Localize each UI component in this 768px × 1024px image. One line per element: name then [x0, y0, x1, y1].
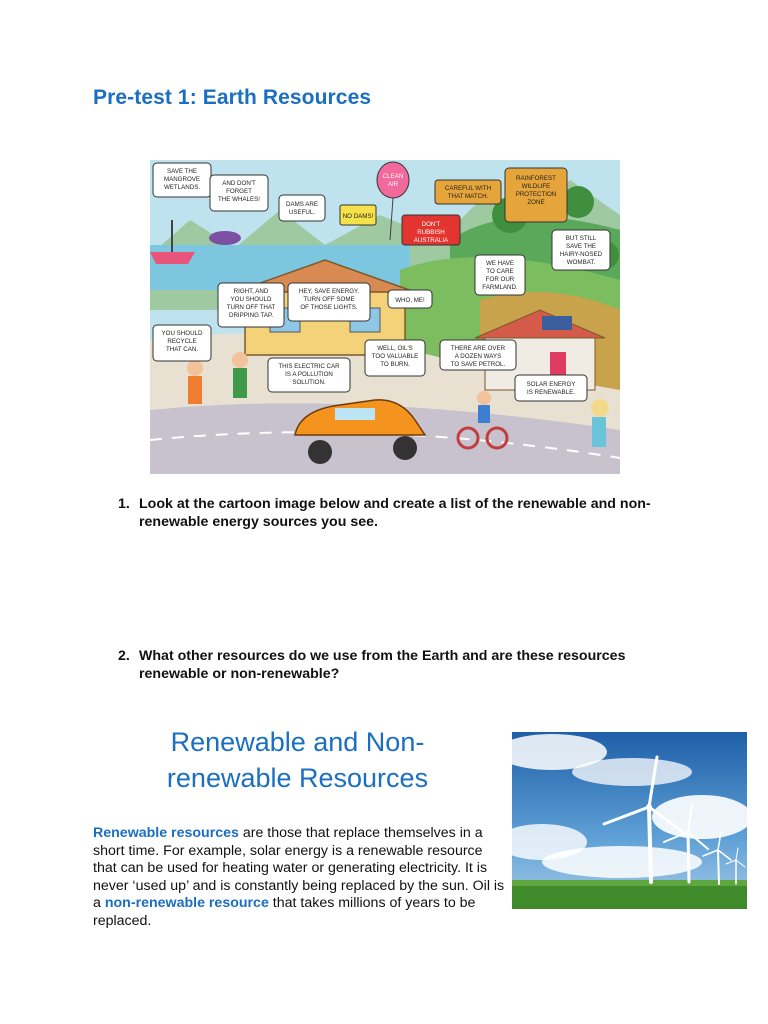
svg-text:RECYCLE: RECYCLE: [167, 338, 197, 345]
svg-text:FORGET: FORGET: [226, 188, 252, 195]
svg-text:WETLANDS.: WETLANDS.: [163, 184, 201, 191]
svg-text:NO DAMS!: NO DAMS!: [342, 213, 374, 220]
svg-text:WE HAVE: WE HAVE: [485, 260, 515, 267]
svg-text:MANGROVE: MANGROVE: [163, 176, 201, 183]
svg-text:WILDLIFE: WILDLIFE: [521, 183, 551, 190]
body-paragraph: [93, 825, 505, 931]
svg-text:RIGHT, AND: RIGHT, AND: [233, 288, 269, 295]
term-non-renewable-resource: non-renewable resource: [104, 895, 269, 912]
paragraph-text-1: are those that replace themselves in a short time. For example, solar energy is a renewable resource that can be used for heating water or generating electricity. It is never ‘used up’ and is constantly being replaced by the sun. Oil is a: [93, 825, 505, 912]
svg-text:YOU SHOULD: YOU SHOULD: [230, 296, 272, 303]
svg-text:THAT CAN.: THAT CAN.: [165, 346, 199, 353]
svg-text:TO SAVE PETROL.: TO SAVE PETROL.: [450, 361, 506, 368]
svg-text:A DOZEN WAYS: A DOZEN WAYS: [454, 353, 502, 360]
svg-text:DRIPPING TAP.: DRIPPING TAP.: [228, 312, 274, 319]
svg-text:ZONE: ZONE: [527, 199, 545, 206]
svg-text:TO BURN.: TO BURN.: [380, 361, 410, 368]
wind-turbine-photo: [512, 732, 747, 909]
svg-text:WELL, OIL'S: WELL, OIL'S: [377, 345, 413, 352]
svg-text:SOLAR ENERGY: SOLAR ENERGY: [526, 381, 576, 388]
svg-text:RUBBISH: RUBBISH: [417, 229, 445, 236]
svg-text:IS RENEWABLE.: IS RENEWABLE.: [527, 389, 575, 396]
question-1-text: Look at the cartoon image below and create a list of the renewable and non-renewable energy sources you see.: [139, 496, 651, 530]
svg-text:DAMS ARE: DAMS ARE: [286, 201, 318, 208]
svg-text:USEFUL.: USEFUL.: [288, 209, 316, 216]
svg-text:IS A POLLUTION: IS A POLLUTION: [285, 371, 333, 378]
svg-text:RAINFOREST: RAINFOREST: [516, 175, 556, 182]
svg-text:SAVE THE: SAVE THE: [166, 168, 198, 175]
svg-text:BUT STILL: BUT STILL: [565, 235, 597, 242]
svg-text:FARMLAND.: FARMLAND.: [482, 284, 518, 291]
svg-text:WOMBAT.: WOMBAT.: [566, 259, 596, 266]
svg-text:AUSTRALIA: AUSTRALIA: [413, 237, 449, 244]
svg-text:THE WHALES!: THE WHALES!: [218, 196, 260, 203]
section-heading: Renewable and Non-renewable Resources: [166, 727, 429, 793]
svg-text:TO CARE: TO CARE: [486, 268, 514, 275]
cartoon-illustration: [150, 160, 620, 474]
question-1: [118, 495, 678, 531]
svg-text:WHO, ME!: WHO, ME!: [395, 297, 425, 304]
question-2-number: 2.: [118, 648, 130, 664]
svg-text:CAREFUL WITH: CAREFUL WITH: [444, 185, 492, 192]
svg-text:PROTECTION: PROTECTION: [515, 191, 557, 198]
svg-text:YOU SHOULD: YOU SHOULD: [161, 330, 203, 337]
svg-text:TURN OFF SOME: TURN OFF SOME: [303, 296, 355, 303]
svg-text:TURN OFF THAT: TURN OFF THAT: [226, 304, 276, 311]
svg-text:SOLUTION.: SOLUTION.: [292, 379, 326, 386]
paragraph-text-2: that takes millions of years to be replaced.: [93, 895, 476, 929]
question-2-text: What other resources do we use from the Earth and are these resources renewable or non-renewable?: [139, 648, 626, 682]
svg-text:THIS ELECTRIC CAR: THIS ELECTRIC CAR: [278, 363, 340, 370]
svg-text:HEY, SAVE ENERGY.: HEY, SAVE ENERGY.: [298, 288, 360, 295]
svg-text:AIR: AIR: [387, 181, 399, 188]
svg-text:OF THOSE LIGHTS.: OF THOSE LIGHTS.: [300, 304, 358, 311]
page-title: Pre-test 1: Earth Resources: [93, 86, 372, 109]
svg-text:AND DON'T: AND DON'T: [222, 180, 256, 187]
term-renewable-resources: Renewable resources: [93, 825, 239, 841]
svg-text:DON'T: DON'T: [421, 221, 441, 228]
question-1-number: 1.: [118, 496, 130, 512]
svg-text:THERE ARE OVER: THERE ARE OVER: [450, 345, 506, 352]
svg-text:HAIRY-NOSED: HAIRY-NOSED: [559, 251, 603, 258]
svg-text:THAT MATCH.: THAT MATCH.: [447, 193, 489, 200]
svg-text:SAVE THE: SAVE THE: [565, 243, 597, 250]
question-2: [118, 647, 678, 683]
svg-text:TOO VALUABLE: TOO VALUABLE: [371, 353, 419, 360]
svg-text:FOR OUR: FOR OUR: [485, 276, 515, 283]
svg-text:CLEAN: CLEAN: [382, 173, 404, 180]
